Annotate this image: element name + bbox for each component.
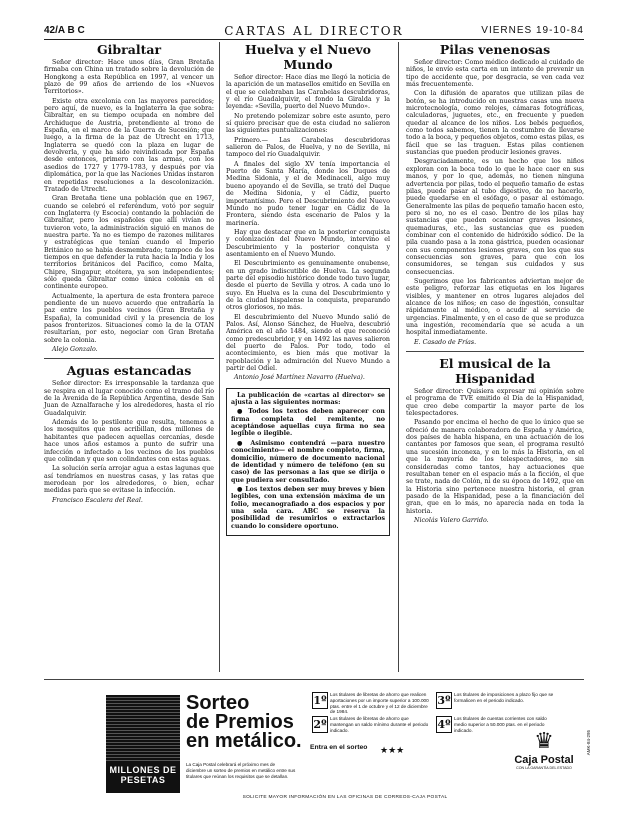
rules-item: ● Asimismo contendrá —para nuestro conocimiento— el nombre completo, firma, domicilio, número de documento nacional de identidad y número de teléfono (en su caso) de las personas a las que se dirija o que pudiera ser consultado. — [231, 439, 385, 484]
ad-headline-line: de Premios — [186, 711, 294, 733]
article-paragraph: Señor director: Hace días me llegó la noticia de la aparición de un matasellos emitido en Sevilla en el que se celebraban las Carabelas descubridoras, y el río Guadalquivir, el fondo la Giralda y la leyenda: «Sevilla, puerto del Nuevo Mundo». — [226, 74, 390, 111]
column-middle — [226, 42, 390, 536]
prize-text: Los titulares de libretas de ahorro que mantengan un saldo mínimo durante el periodo indicado. — [330, 716, 429, 733]
ad-black-panel — [106, 695, 180, 793]
ad-prize-2 — [312, 716, 432, 736]
article-paragraph: El Descubrimiento es genuinamente onubense, en un grado indiscutible de Huelva. La segunda parte del episodio histórico donde todo tuvo lugar, desde el puerto de Sevilla y otros. A cada uno lo suyo. En Huelva es la cuna del Descubrimiento y de la ciudad hispalense la conquista, preparando otros gloriosos, no más. — [226, 260, 390, 312]
article-title-gibraltar: Gibraltar — [96, 42, 162, 57]
ad-stripes-graphic — [106, 695, 180, 761]
prize-text: Los titulares de libretas de ahorro que realicen aportaciones por un importe superior a 100.000 ptas. entre el 1 de octubre y el 12 de diciembre de 1984. — [330, 692, 429, 715]
article-signature: Francisco Escalera del Real. — [52, 496, 143, 504]
ad-entra-sorteo: Entra en el sorteo — [310, 744, 368, 751]
ad-code: AMK-84-295 — [586, 730, 591, 756]
crown-icon: ♛ — [534, 729, 554, 754]
ad-headline-line: en metálico. — [186, 730, 302, 752]
ad-prize-3 — [436, 692, 556, 712]
article-separator — [44, 358, 214, 359]
page-date: VIERNES 19-10-84 — [481, 25, 584, 36]
article-paragraph: El descubrimiento del Nuevo Mundo salió de Palos. Así, Alonso Sánchez, de Huelva, descubrió América en el año 1484, siendo el que reconoció como predescubridor, y en 1492 las naves salieron del puerto de Palos. Por todo, todo el acontecimiento, es bien más que motivar la repoblación y la admiración del Nuevo Mundo a partir del Odiel. — [226, 313, 390, 373]
logo-subtitle: CON LA GARANTÍA DEL ESTADO — [516, 766, 572, 770]
article-title-pilas: Pilas venenosas — [439, 42, 551, 57]
article-signature: Alejo Gonzalo. — [52, 346, 98, 354]
ad-headline-line: Sorteo — [186, 692, 250, 714]
star-icon: ★★★ — [380, 746, 405, 756]
column-rule — [398, 42, 399, 672]
page-number: 42/A B C — [44, 25, 85, 36]
article-paragraph: Señor director: Quisiera expresar mi opinión sobre el programa de TVE emitido el Día de la Hispanidad, que creo debe compartir la mayor parte de los telespectadores. — [406, 388, 584, 418]
rules-box — [226, 388, 390, 536]
article-paragraph: Primero.— Las Carabelas descubridoras salieron de Palos, de Huelva, y no de Sevilla, ni tampoco del río Guadalquivir. — [226, 136, 390, 159]
column-rule — [219, 42, 220, 672]
prize-number: 3º — [437, 694, 451, 707]
article-signature: Antonio José Martínez Navarro (Huelva). — [234, 374, 365, 382]
article-paragraph: Señor director: Como médico dedicado al cuidado de niños, le envío esta carta en un intento de prevenir un tipo de accidente que, por desgracia, se ven cada vez más frecuentemente. — [406, 59, 584, 89]
ad-footer: SOLICITE MAYOR INFORMACIÓN EN LAS OFICINAS DE CORREOS-CAJA POSTAL — [242, 795, 448, 800]
prize-number: 4º — [437, 718, 451, 731]
article-paragraph: Señor director: Hace unos días, Gran Bretaña firmaba con China un tratado sobre la devolución de Hongkong a esta República en 1997, al vencer un plazo de 99 años de arriendo de los «Nuevos Territorios». — [44, 59, 214, 96]
article-paragraph: A finales del siglo XV tenía importancia el Puerto de Santa María, donde los Duques de Medina Sidonia, y el de Medinaceli, algo muy bueno apoyando el de Sevilla, se trató del Duque de Medina Sidonia, y el Cádiz, puerto importantísimo. Pero el Descubrimiento del Nuevo Mundo no pudo tener lugar en Cádiz de la Frontera, siendo ésta escenario de Palos y la marinería. — [226, 160, 390, 227]
article-paragraph: No pretendo polemizar sobre este asunto, pero sí quiero precisar que de esta ciudad no salieron las siguientes puntualizaciones: — [226, 112, 390, 135]
article-signature: Nicolás Valero Garrido. — [414, 516, 489, 524]
ad-millones-text: MILLONES DE PESETAS — [109, 765, 177, 785]
ad-headline — [186, 694, 306, 751]
prize-number: 1º — [313, 694, 327, 707]
article-paragraph: Actualmente, la apertura de esta frontera parece pendiente de un nuevo acuerdo que entrañaría la paz entre los pueblos vecinos (Gran Bretaña y España), la comunidad civil y la presencia de los pasos fronterizos. Situaciones como la de la OTAN resultarían, por esto, negociar con Gran Bretaña sobre la colonia. — [44, 292, 214, 344]
prize-text: Los titulares de cuentas corrientes con saldo medio superior a 50.000 ptas. en el periodo indicado. — [454, 716, 547, 733]
article-paragraph: Hay que destacar que en la posterior conquista y colonización del Nuevo Mundo, intervino el Descubrimiento y la posterior conquista y asentamiento en el Nuevo Mundo. — [226, 228, 390, 258]
article-title-huelva: Huelva y el Nuevo Mundo — [244, 42, 372, 72]
article-paragraph: Señor director: Es irresponsable la tardanza que se respira en el lugar conocido como el tramo del río de la Avenida de la República Argentina, desde San Juan de Aznalfarache y los alrededores, hasta el río Guadalquivir. — [44, 380, 214, 417]
prize-number: 2º — [313, 718, 327, 731]
advertisement-rule — [44, 679, 584, 680]
caja-postal-logo — [514, 730, 574, 771]
article-paragraph: Desgraciadamente, es un hecho que los niños exploran con la boca todo lo que le hace caer en sus manos, y por lo que, además, no tienen ninguna advertencia por pilas, todo el pequeño tamaño de estas pilas, puede pasar al tubo digestivo, de no hacerlo, puede quedarse en el esófago, o pasar al estómago. Generalmente las pilas de pequeño tamaño hacen esto, pero si no, no es el caso. Dentro de los pilas hay sustancias que pueden ocasionar graves lesiones, quemaduras, etc., las sustancias que es pueden combinar con el contenido de hidróxido sódico. De la pila cuando pasa a la zona gástrica, pueden ocasionar con sus componentes lesiones graves, con los que sus consecuencias son graves, para que con los consumidores, se tengan sus cuidados y sus consecuencias. — [406, 158, 584, 276]
column-right — [406, 42, 584, 526]
prize-text: Los titulares de imposiciones a plazo fijo que se formalicen en el periodo indicado. — [454, 692, 554, 703]
article-paragraph: Existe otra excolonia con las mayores parecidos; pero aquí, de nuevo, es la Inglaterra la que sobra: Gibraltar, en su tiempo ocupada en nombre del Archiduque de Austria, pretendiente al trono de España, en el marco de la Guerra de Sucesión; que luego, a la firma de la paz de Utrecht en 1713, Inglaterra se quedó con la plaza en lugar de devolverla, y que ha sido reivindicada por España desde entonces, primero con las armas, con los asedios de 1727 y 1779-1783, y después por vía diplomática, por la que las Naciones Unidas instaron en repetidas resoluciones a la descolonización. Tratado de Utrecht. — [44, 97, 214, 193]
rules-intro: La publicación de «cartas al director» se ajusta a las siguientes normas: — [231, 391, 385, 407]
ad-description: La Caja Postal celebrará el próximo mes de diciembre un sorteo de premios en metálico entre sus titulares que reúnan los requisitos que se detallan. — [186, 762, 296, 779]
article-paragraph: Pasando por encima el hecho de que lo único que se ofreció de manera colaboradora de España y América, dos países de habla hispana, en una actuación de los cantantes por famosos que sean, el programa resultó una sucesión inconexa, y en lo más la Historia, en el que la mayoría de los telespectadores, no sin consideradas como tantos, hay actuaciones que resultaban tener en el espacio más a la ficción, el que se trate, nada de Colón, ni de su época de 1492, que en la Historia sino pertenece nuestra historia, el gran pasado de la Hispanidad, pese a la financiación del gran, que en lo más, no aparecía nada en toda la historia. — [406, 419, 584, 515]
page-header — [44, 25, 584, 40]
section-title: CARTAS AL DIRECTOR — [224, 24, 404, 38]
logo-name: Caja Postal — [514, 754, 574, 766]
article-title-aguas: Aguas estancadas — [66, 363, 192, 379]
article-paragraph: La solución sería arrojar agua a estas lagunas que así tendríamos en nuestras casas, y las ratas que merodean por los alrededores, o bien, echar medidas para que se evitase la infección. — [44, 465, 214, 495]
article-signature: E. Casado de Frías. — [414, 338, 477, 346]
article-paragraph: Sugerimos que los fabricantes adviertan mejor de este peligro, reforzar las etiquetas en los lugares visibles, y mantener en otros lugares alejados del alcance de los niños; en caso de ingestión, consultar rápidamente al médico, o acudir al servicio de urgencias. Finalmente, y en el caso de que se produzca una ingestión, recomendaría que se acuda a un hospital inmediatamente. — [406, 277, 584, 337]
rules-item: ● Los textos deben ser muy breves y bien legibles, con una extensión máxima de un folio, mecanografiado a dos espacios y por una sola cara. ABC se reserva la posibilidad de resumirlos o extractarlos cuando lo considere oportuno. — [231, 485, 385, 530]
article-title-musical: El musical de la Hispanidad — [439, 356, 551, 387]
article-paragraph: Gran Bretaña tiene una población que en 1967, cuando se celebró el referéndum, votó por seguir con Inglaterra (y Escocia) contando la población de Gibraltar, pero los españoles que allí vivían no tuvieron voto, la administración siguió en manos de nuestra parte. Ya no es tiempo de razones militares y estratégicas que tenían cuando el Imperio Británico no se había desmembrado; tampoco de los tiempos en que defender la ruta hacia la India y los territorios británicos del Pacífico, como Malta, Chipre, Singapur, etcétera, ya son independientes; sólo queda Gibraltar como única colonia en el continente europeo. — [44, 195, 214, 291]
article-paragraph: Además de lo pestilente que resulta, tenemos a los mosquitos que nos acribillan, dos millones de habitantes que padecen aquellas cercanías, desde hace unos años estamos a punto de sufrir una infección o infectado a los vecinos de los pueblos que colindan y que son colindantes con estas aguas. — [44, 419, 214, 463]
column-left — [44, 42, 214, 506]
rules-item: ● Todos los textos deben aparecer con firma completa del remitente, no aceptándose aquellas cuya firma no sea legible o ilegible. — [231, 408, 385, 438]
ad-prize-1 — [312, 692, 432, 715]
article-separator — [406, 351, 584, 352]
article-paragraph: Con la difusión de aparatos que utilizan pilas de botón, se ha introducido en nuestras casas una nueva microtecnología, como relojes, cámaras fotográficas, calculadoras, juguetes, etc., en frecuente y pueden quedar al alcance de los niños. Los bebés pequeños, como todos sabemos, tienen la costumbre de llevarse todo a la boca, y pequeños objetos, como estas pilas, es fácil que se las traguen. Estas pilas contienen sustancias que pueden producir lesiones graves. — [406, 90, 584, 157]
caja-postal-advertisement — [100, 690, 595, 802]
